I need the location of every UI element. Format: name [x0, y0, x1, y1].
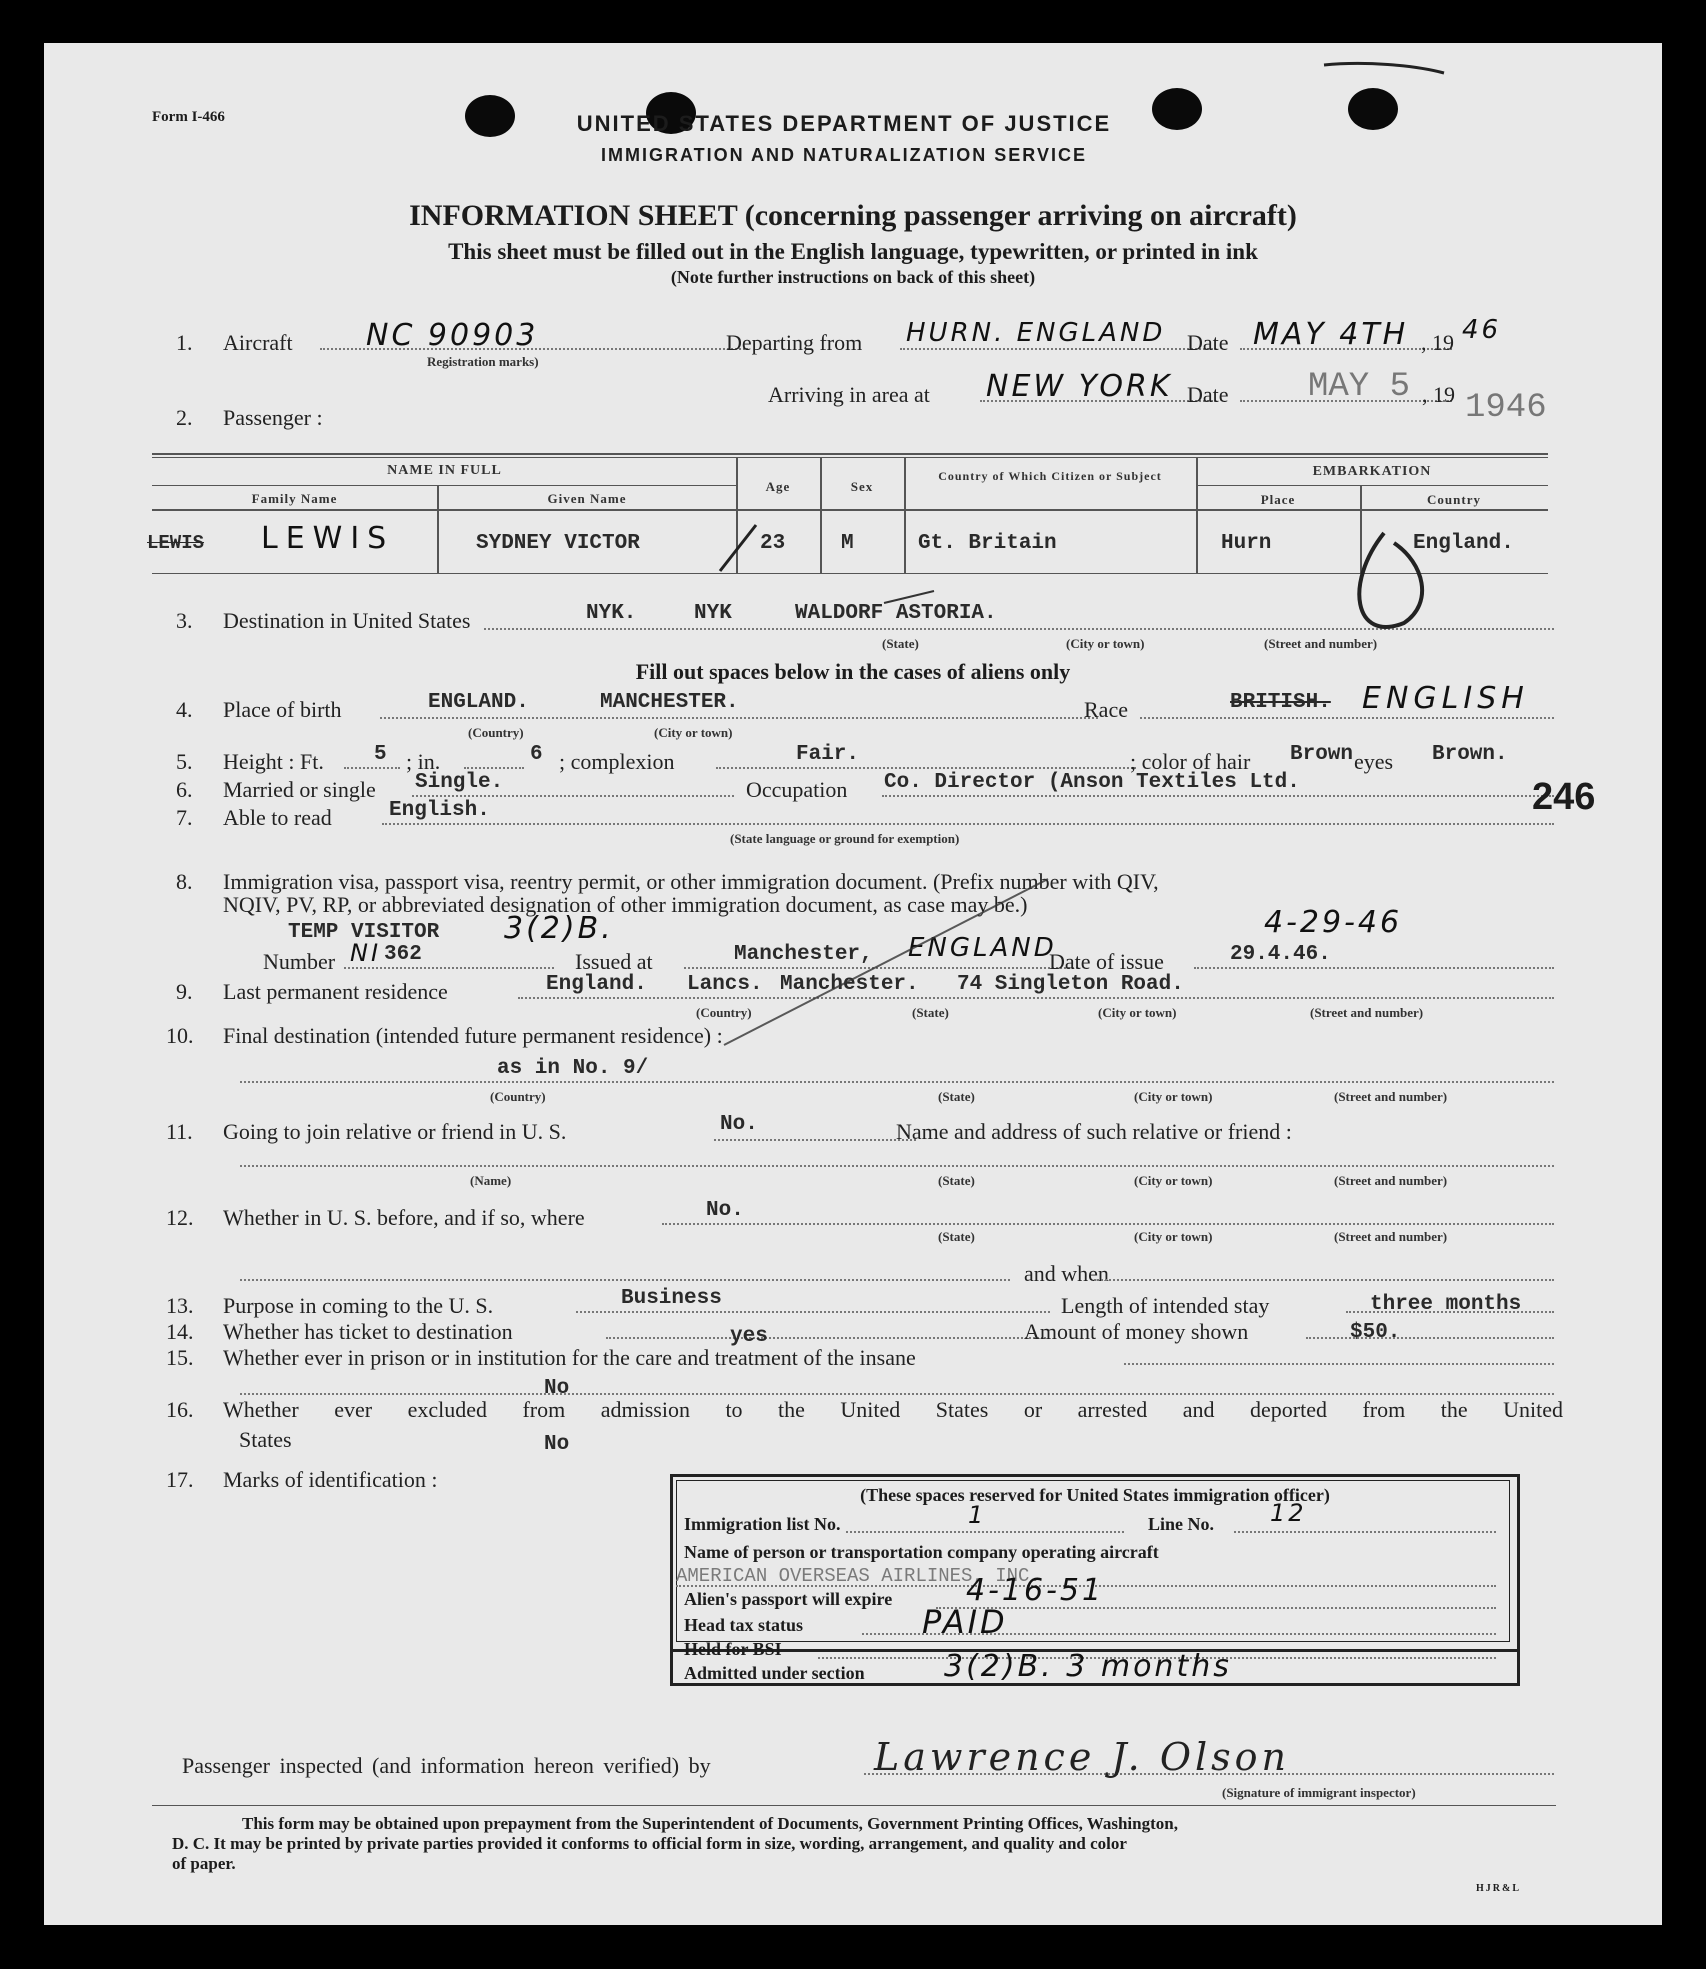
item-number: 13. — [166, 1293, 194, 1318]
inspected-label: Passenger inspected (and information hereon verified) by — [182, 1753, 711, 1778]
company-label: Name of person or transportation company operating aircraft — [684, 1542, 1159, 1562]
excluded-value: No — [544, 1433, 570, 1456]
item-number: 11. — [166, 1119, 193, 1144]
complexion-value: Fair. — [796, 743, 860, 766]
final-destination-label: Final destination (intended future permanent residence) : — [223, 1023, 723, 1048]
ticket-value: yes — [730, 1325, 768, 1348]
caption-state: (State) — [938, 1089, 975, 1104]
read-label: Able to read — [223, 805, 332, 830]
item-number: 17. — [166, 1467, 194, 1492]
departure-year-value: 46 — [1462, 315, 1502, 345]
item-number: 1. — [176, 330, 193, 355]
inspector-signature: Lawrence J. Olson — [874, 1735, 1290, 1779]
list-value: 1 — [968, 1501, 987, 1529]
caption-name: (Name) — [470, 1173, 512, 1188]
occupation-label: Occupation — [746, 777, 848, 802]
item-number: 14. — [166, 1319, 194, 1344]
money-value: $50. — [1350, 1321, 1401, 1344]
printer-code: HJR&L — [1476, 1883, 1521, 1894]
arrival-date-label: Date — [1187, 382, 1229, 407]
sex-value: M — [841, 532, 854, 555]
relative-value: No. — [720, 1113, 758, 1136]
item-number: 5. — [176, 749, 193, 774]
footer-line-3: of paper. — [172, 1854, 236, 1873]
item-number: 4. — [176, 697, 193, 722]
marital-value: Single. — [415, 771, 504, 794]
item-number: 12. — [166, 1205, 194, 1230]
prison-value: No — [544, 1377, 570, 1400]
list-label: Immigration list No. — [684, 1514, 841, 1534]
before-label: Whether in U. S. before, and if so, where — [223, 1205, 585, 1230]
line-label: Line No. — [1148, 1514, 1215, 1534]
passenger-label: Passenger : — [223, 405, 323, 430]
hair-label: ; color of hair — [1130, 749, 1251, 774]
bsi-label: Held for BSI — [684, 1639, 782, 1659]
header-embarkation: EMBARKATION — [1312, 464, 1432, 479]
caption-state: (State) — [882, 636, 919, 651]
page-number: 246 — [1532, 776, 1596, 818]
caption-country: (Country) — [468, 725, 524, 740]
caption-city: (City or town) — [1134, 1089, 1213, 1104]
caption-street: (Street and number) — [1334, 1229, 1448, 1244]
caption-country: (Country) — [696, 1005, 752, 1020]
arriving-value: NEW YORK — [986, 369, 1173, 404]
service-title: IMMIGRATION AND NATURALIZATION SERVICE — [601, 145, 1087, 165]
caption-state: (State) — [912, 1005, 949, 1020]
header-family-name: Family Name — [251, 491, 338, 506]
document-text-1: Immigration visa, passport visa, reentry permit, or other immigration document. (Prefix number with QIV, — [223, 869, 1159, 894]
race-hand: ENGLISH — [1362, 681, 1529, 716]
header-age: Age — [765, 479, 791, 494]
eyes-value: Brown. — [1432, 743, 1508, 766]
residence-label: Last permanent residence — [223, 979, 448, 1004]
money-label: Amount of money shown — [1024, 1319, 1249, 1344]
residence-street: 74 Singleton Road. — [957, 973, 1184, 996]
header-given-name: Given Name — [547, 491, 627, 506]
caption-city: (City or town) — [1134, 1173, 1213, 1188]
header-emb-country: Country — [1427, 492, 1481, 507]
marital-label: Married or single — [223, 777, 376, 802]
caption-street: (Street and number) — [1334, 1089, 1448, 1104]
line-value: 12 — [1270, 1499, 1307, 1527]
purpose-value: Business — [621, 1287, 722, 1310]
residence-country: England. — [546, 973, 647, 996]
form-sheet — [44, 43, 1662, 1925]
stay-value: three months — [1370, 1293, 1522, 1316]
document-text-2: NQIV, PV, RP, or abbreviated designation of other immigration document, as case may be.) — [223, 892, 1028, 917]
year-prefix: , 19 — [1421, 330, 1454, 355]
before-value: No. — [706, 1199, 744, 1222]
section-value: 3(2)B. 3 months — [944, 1649, 1232, 1684]
issued-label: Issued at — [575, 949, 653, 974]
passport-value: 4-16-51 — [966, 1573, 1105, 1608]
stay-label: Length of intended stay — [1061, 1293, 1270, 1318]
item-number: 15. — [166, 1345, 194, 1370]
caption-country: (Country) — [490, 1089, 546, 1104]
item-number: 6. — [176, 777, 193, 802]
officer-box-heading: (These spaces reserved for United States immigration officer) — [860, 1485, 1330, 1505]
relative-label: Going to join relative or friend in U. S. — [223, 1119, 567, 1144]
height-ft-value: 5 — [374, 743, 387, 766]
caption-city: (City or town) — [1134, 1229, 1213, 1244]
read-value: English. — [389, 799, 490, 822]
item-number: 7. — [176, 805, 193, 830]
caption-city: (City or town) — [654, 725, 733, 740]
residence-state: Lancs. — [687, 973, 763, 996]
family-name-hand: LEWIS — [261, 521, 395, 556]
footer-line-1: This form may be obtained upon prepayment from the Superintendent of Documents, Government Printing Offices, Washington, — [242, 1814, 1178, 1833]
sheet-title: INFORMATION SHEET (concerning passenger arriving on aircraft) — [409, 199, 1297, 232]
number-value: 362 — [384, 943, 422, 966]
race-typed: BRITISH. — [1230, 691, 1331, 714]
marks-label: Marks of identification : — [223, 1467, 438, 1492]
passport-label: Alien's passport will expire — [684, 1589, 893, 1609]
arrival-year-stamp: 1946 — [1465, 389, 1547, 427]
embark-place-value: Hurn — [1221, 532, 1272, 555]
caption-street: (Street and number) — [1334, 1173, 1448, 1188]
item-number: 8. — [176, 869, 193, 894]
race-label: Race — [1084, 697, 1128, 722]
department-title: UNITED STATES DEPARTMENT OF JUSTICE — [576, 111, 1112, 136]
header-sex: Sex — [850, 479, 874, 494]
occupation-value: Co. Director (Anson Textiles Ltd. — [884, 771, 1300, 794]
registration-caption: Registration marks) — [427, 354, 539, 369]
age-value: 23 — [760, 532, 786, 555]
table-top-rule — [152, 453, 1548, 455]
header-place: Place — [1260, 492, 1296, 507]
family-name-typed: LEWIS — [147, 532, 205, 554]
aliens-heading: Fill out spaces below in the cases of aliens only — [635, 659, 1071, 684]
company-value: AMERICAN OVERSEAS AIRLINES, INC. — [676, 1565, 1041, 1587]
hair-value: Brown — [1290, 743, 1354, 766]
birth-city: MANCHESTER. — [600, 691, 739, 714]
note-text: (Note further instructions on back of this sheet) — [670, 267, 1036, 287]
visa-date-hand: 4-29-46 — [1264, 905, 1403, 940]
item-number: 3. — [176, 608, 193, 633]
citizen-value: Gt. Britain — [918, 532, 1057, 555]
excluded-label-1: Whether ever excluded from admission to the United States or arrested and deported from the United — [223, 1397, 1563, 1422]
date-issue-value: 29.4.46. — [1230, 943, 1331, 966]
signature-caption: (Signature of immigrant inspector) — [1222, 1785, 1416, 1800]
tax-label: Head tax status — [684, 1615, 804, 1635]
number-label: Number — [263, 949, 336, 974]
complexion-label: ; complexion — [559, 749, 675, 774]
departing-value: HURN. ENGLAND — [906, 318, 1166, 348]
arrival-date-stamp: MAY 5 — [1308, 368, 1411, 406]
form-id: Form I-466 — [152, 109, 225, 125]
item-number: 10. — [166, 1023, 194, 1048]
read-caption: (State language or ground for exemption) — [730, 831, 960, 846]
footer-line-2: D. C. It may be printed by private parties provided it conforms to official form in size, wording, arrangement, and quality and color — [172, 1834, 1127, 1853]
when-label: and when — [1024, 1261, 1109, 1286]
arriving-label: Arriving in area at — [768, 382, 930, 407]
caption-city: (City or town) — [1066, 636, 1145, 651]
destination-street: WALDORF ASTORIA. — [795, 602, 997, 625]
prison-label: Whether ever in prison or in institution for the care and treatment of the insane — [223, 1345, 916, 1370]
caption-street: (Street and number) — [1310, 1005, 1424, 1020]
header-country-citizen: Country of Which Citizen or Subject — [938, 469, 1162, 483]
number-hand: NI — [350, 939, 382, 967]
header-name-in-full: NAME IN FULL — [387, 463, 502, 478]
tax-value: PAID — [922, 1603, 1008, 1641]
section-label: Admitted under section — [684, 1663, 865, 1683]
relative-name-label: Name and address of such relative or friend : — [896, 1119, 1292, 1144]
destination-label: Destination in United States — [223, 608, 471, 633]
arrival-year-prefix: , 19 — [1422, 382, 1455, 407]
item-number: 9. — [176, 979, 193, 1004]
date-label: Date — [1187, 330, 1229, 355]
item-number: 2. — [176, 405, 193, 430]
destination-city: NYK — [694, 602, 732, 625]
birth-label: Place of birth — [223, 697, 342, 722]
birth-country: ENGLAND. — [428, 691, 529, 714]
given-name-value: SYDNEY VICTOR — [476, 532, 640, 555]
purpose-label: Purpose in coming to the U. S. — [223, 1293, 494, 1318]
caption-city: (City or town) — [1098, 1005, 1177, 1020]
excluded-label-2: States — [239, 1427, 292, 1452]
height-label: Height : Ft. — [223, 749, 324, 774]
eyes-label: eyes — [1354, 749, 1394, 774]
caption-state: (State) — [938, 1173, 975, 1188]
aircraft-label: Aircraft — [223, 330, 293, 355]
caption-street: (Street and number) — [1264, 636, 1378, 651]
visa-hand: 3(2)B. — [504, 911, 614, 946]
departing-label: Departing from — [726, 330, 863, 355]
visa-typed: TEMP VISITOR — [288, 921, 440, 944]
date-issue-label: Date of issue — [1049, 949, 1164, 974]
departure-date-value: MAY 4TH — [1253, 317, 1409, 352]
ticket-label: Whether has ticket to destination — [223, 1319, 513, 1344]
item-number: 16. — [166, 1397, 194, 1422]
embark-country-value: England. — [1413, 532, 1514, 555]
issued-hand: ENGLAND — [908, 933, 1057, 963]
final-destination-value: as in No. 9/ — [497, 1057, 649, 1080]
destination-state: NYK. — [586, 602, 637, 625]
height-in-value: 6 — [530, 743, 543, 766]
caption-state: (State) — [938, 1229, 975, 1244]
aircraft-value: NC 90903 — [366, 318, 539, 353]
inches-label: ; in. — [406, 749, 441, 774]
residence-city: Manchester. — [780, 973, 919, 996]
instruction-text: This sheet must be filled out in the English language, typewritten, or printed in ink — [448, 239, 1258, 264]
issued-typed: Manchester, — [734, 943, 873, 966]
